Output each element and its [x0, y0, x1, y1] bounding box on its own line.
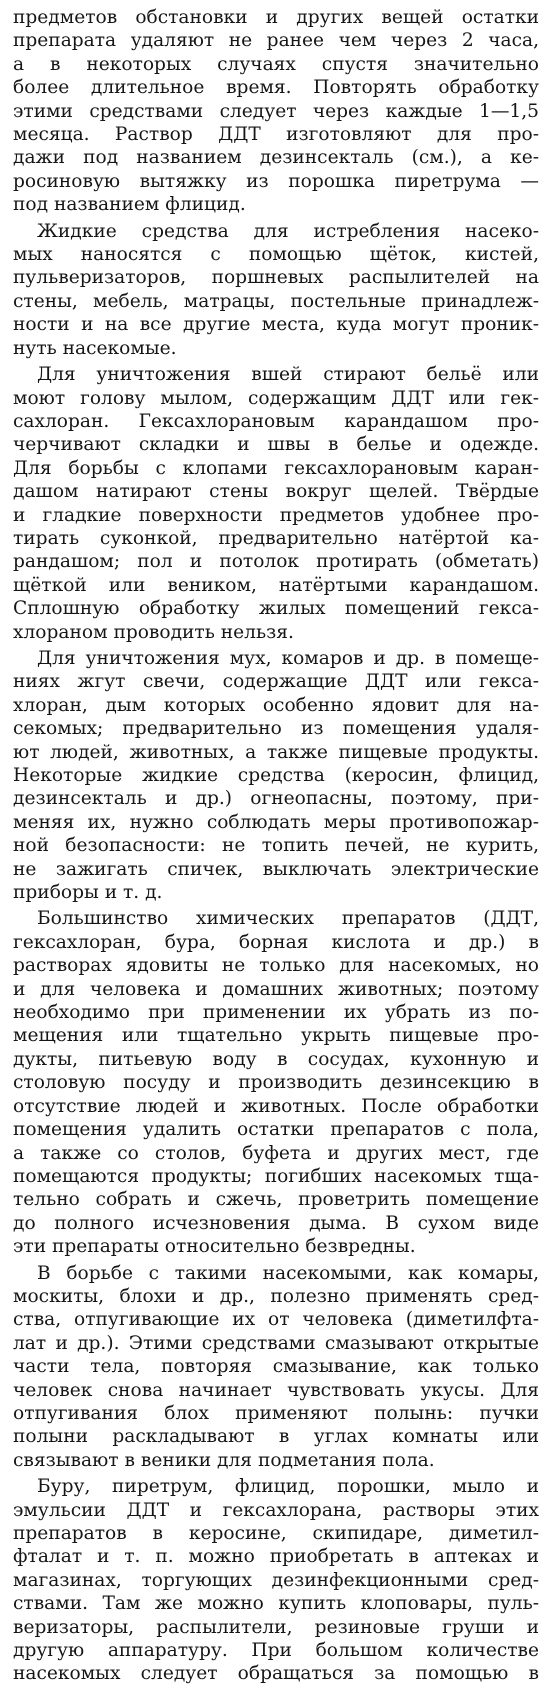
text-line: части тела, повторяя смазывание, как только — [13, 1356, 539, 1378]
paragraph — [13, 1262, 539, 1473]
text-line: ют людей, животных, а также пищевые продукты. — [13, 741, 539, 763]
text-line: ности и на все другие места, куда могут проник- — [13, 314, 539, 336]
text-line: меняя их, нужно соблюдать меры противопожар- — [13, 811, 539, 833]
text-line: препаратов в керосине, скипидаре, диметил- — [13, 1523, 539, 1544]
text-line: ниях жгут свечи, содержащие ДДТ или гекса- — [13, 671, 539, 693]
text-line: секомых; предварительно из помещения удаля- — [13, 718, 539, 740]
text-line: не зажигать спичек, выключать электрические — [13, 858, 539, 880]
text-line: эмульсии ДДТ и гексахлорана, растворы этих — [13, 1499, 539, 1521]
text-line: В борьбе с такими насекомыми, как комары, — [37, 1262, 539, 1284]
text-line: приборы и т. д. — [13, 882, 163, 904]
text-line: и для человека и домашних животных; поэтому — [13, 978, 539, 1000]
text-line: Буру, пиретрум, флицид, порошки, мыло и — [37, 1476, 539, 1498]
text-line: другую аппаратуру. При большом количестве — [13, 1640, 539, 1662]
text-line: рандашом; пол и потолок протирать (обметать) — [13, 551, 539, 573]
text-line: лат и др.). Этими средствами смазывают открытые — [13, 1332, 539, 1354]
paragraph — [13, 6, 539, 217]
text-line: Для уничтожения вшей стирают бельё или — [37, 364, 539, 386]
text-line: черчивают складки и швы в белье и одежде. — [13, 434, 539, 456]
text-line: Для уничтожения мух, комаров и др. в помеще- — [37, 647, 539, 669]
paragraph — [13, 363, 539, 644]
text-line: Для борьбы с клопами гексахлорановым каран- — [13, 457, 539, 479]
text-line: москиты, блохи и др., полезно применять сред- — [13, 1285, 539, 1307]
text-line: помещения удалить остатки препаратов с пола, — [13, 1119, 539, 1141]
text-line: отпугивания блох применяют полынь: пучки — [13, 1402, 539, 1424]
paragraph — [13, 1475, 539, 1686]
text-line: ной безопасности: не топить печей, не курить, — [13, 835, 539, 857]
text-line: гексахлоран, бура, борная кислота и др.) в — [13, 931, 539, 953]
text-line: пульверизаторов, поршневых распылителей на — [13, 267, 539, 289]
text-line: растворах ядовиты не только для насекомых, но — [13, 955, 539, 977]
text-line: дукты, питьевую воду в сосудах, кухонную и — [13, 1048, 539, 1070]
paragraph — [13, 907, 539, 1258]
text-line: щёткой или веником, натёртыми карандашом. — [13, 574, 539, 596]
text-line: Некоторые жидкие средства (керосин, флицид, — [13, 765, 539, 786]
text-line: Жидкие средства для истребления насеко- — [37, 220, 539, 242]
text-line: и гладкие поверхности предметов удобнее про- — [13, 504, 539, 526]
text-line: стены, мебель, матрацы, постельные принадлеж- — [13, 290, 539, 312]
text-line: фталат и т. п. можно приобретать в аптеках и — [13, 1546, 539, 1568]
text-line: хлораном проводить нельзя. — [13, 621, 294, 643]
text-line: дезинсекталь и др.) огнеопасны, поэтому, при- — [13, 788, 539, 810]
text-line: под названием флицид. — [13, 194, 246, 216]
text-line: хлоран, дым которых особенно ядовит для на- — [13, 694, 539, 716]
text-line: ствами. Там же можно купить клоповары, пуль- — [13, 1593, 539, 1615]
text-line: росиновую вытяжку из порошка пиретрума — — [13, 170, 539, 192]
text-line: отсутствие людей и животных. После обработки — [13, 1095, 539, 1117]
paragraph — [13, 647, 539, 904]
text-line: столовую посуду и производить дезинсекцию в — [13, 1072, 539, 1094]
text-line: этими средствами следует через каждые 1—1,5 — [13, 100, 539, 122]
text-line: а в некоторых случаях спустя значительно — [13, 53, 539, 75]
text-line: веризаторы, распылители, резиновые груши и — [13, 1616, 539, 1638]
text-line: человек снова начинает чувствовать укусы. Для — [13, 1379, 539, 1401]
text-line: сахлоран. Гексахлорановым карандашом про- — [13, 410, 539, 432]
text-line: насекомых следует обращаться за помощью в — [13, 1663, 539, 1685]
text-line: связывают в веники для подметания пола. — [13, 1449, 435, 1471]
paragraph — [13, 220, 539, 360]
text-line: предметов обстановки и других вещей остатки — [13, 7, 539, 28]
text-line: месяца. Раствор ДДТ изготовляют для про- — [13, 124, 539, 146]
text-line: мых наносятся с помощью щёток, кистей, — [13, 244, 539, 266]
text-line: помещаются продукты; погибших насекомых тща- — [13, 1165, 539, 1187]
text-line: более длительное время. Повторять обработку — [13, 77, 539, 99]
text-line: Большинство химических препаратов (ДДТ, — [37, 908, 539, 930]
text-line: моют голову мылом, содержащим ДДТ или гек- — [13, 387, 539, 409]
text-line: магазинах, торгующих дезинфекционными сред- — [13, 1569, 539, 1591]
text-line: нуть насекомые. — [13, 337, 177, 359]
text-line: мещения или тщательно укрыть пищевые про- — [13, 1025, 539, 1047]
text-line: ства, отпугивающие их от человека (диметилфта- — [13, 1309, 539, 1331]
article-body — [13, 6, 539, 1686]
text-line: Сплошную обработку жилых помещений гекса- — [13, 598, 539, 620]
text-line: а также со столов, буфета и других мест, где — [13, 1142, 539, 1164]
text-line: необходимо при применении их убрать из по- — [13, 1002, 539, 1024]
text-line: дашом натирают стены вокруг щелей. Твёрдые — [13, 481, 539, 503]
text-line: тирать суконкой, предварительно натёртой ка- — [13, 527, 539, 549]
text-line: до полного исчезновения дыма. В сухом виде — [13, 1212, 539, 1234]
text-line: полыни раскладывают в углах комнаты или — [13, 1426, 539, 1448]
text-line: препарата удаляют не ранее чем через 2 часа, — [13, 30, 539, 52]
text-line: дажи под названием дезинсекталь (см.), а ке- — [13, 147, 539, 169]
text-line: тельно собрать и сжечь, проветрить помещение — [13, 1189, 539, 1211]
text-line: эти препараты относительно безвредны. — [13, 1236, 416, 1258]
